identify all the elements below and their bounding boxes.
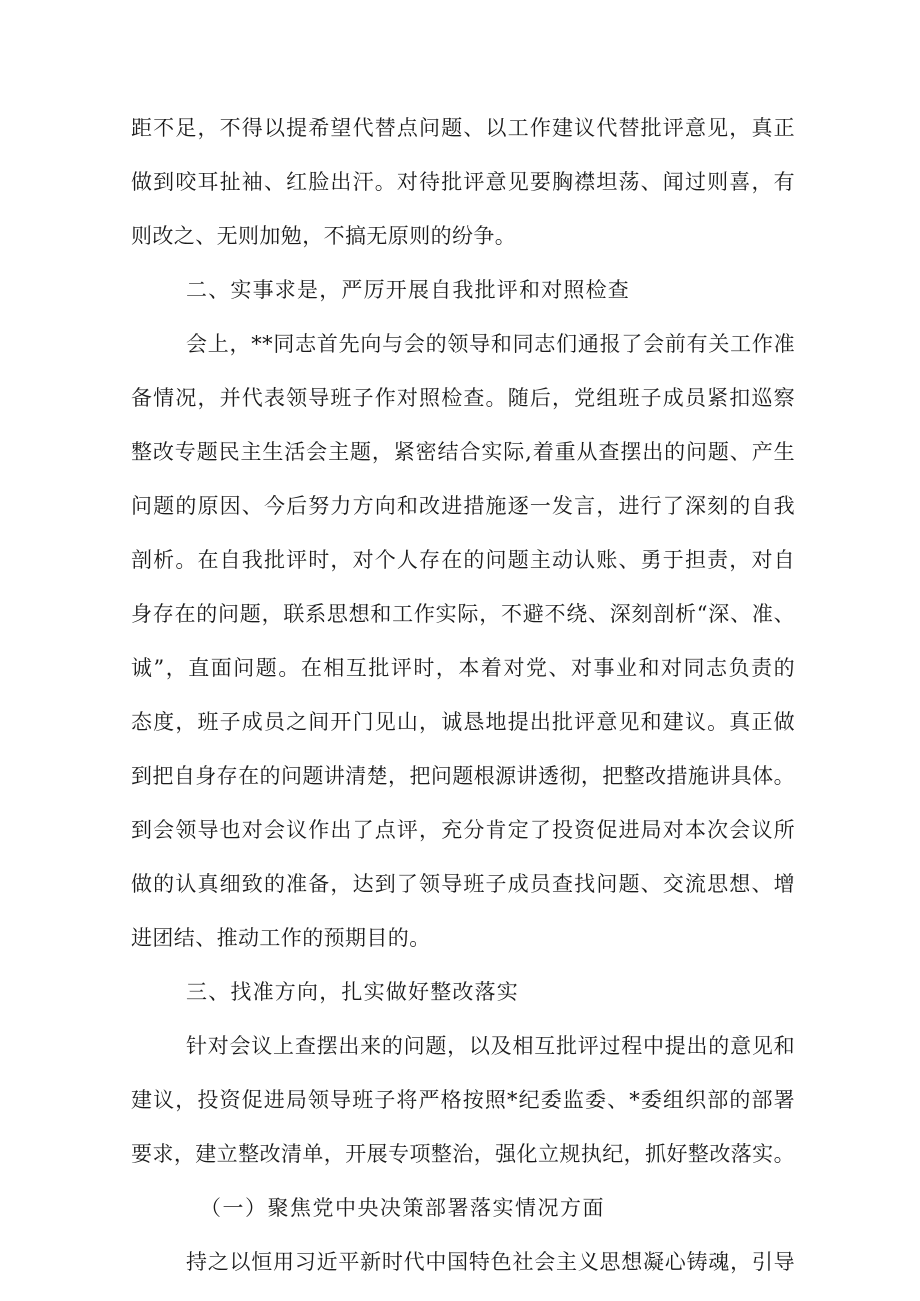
paragraph-3-line-1: 针对会议上查摆出来的问题，以及相互批评过程中提出的意见和: [186, 1034, 795, 1058]
paragraph-1-line-3: 则改之、无则加勉，不搞无原则的纷争。: [131, 224, 517, 248]
section-heading-2: 二、实事求是，严厉开展自我批评和对照检查: [186, 278, 630, 302]
paragraph-2-line-8: 态度，班子成员之间开门见山，诚恳地提出批评意见和建议。真正做: [131, 710, 795, 734]
paragraph-4-line-1: 持之以恒用习近平新时代中国特色社会主义思想凝心铸魂，引导: [186, 1250, 795, 1274]
paragraph-1-line-2: 做到咬耳扯袖、红脸出汗。对待批评意见要胸襟坦荡、闻过则喜，有: [131, 170, 795, 194]
paragraph-3-line-2: 建议，投资促进局领导班子将严格按照*纪委监委、*委组织部的部署: [131, 1088, 795, 1112]
paragraph-2-line-10: 到会领导也对会议作出了点评，充分肯定了投资促进局对本次会议所: [131, 818, 795, 842]
section-heading-3: 三、找准方向，扎实做好整改落实: [186, 980, 519, 1004]
paragraph-2-line-2: 备情况，并代表领导班子作对照检查。随后，党组班子成员紧扣巡察: [131, 386, 795, 410]
paragraph-1-line-1: 距不足，不得以提希望代替点问题、以工作建议代替批评意见，真正: [131, 116, 795, 140]
paragraph-3-line-3: 要求，建立整改清单，开展专项整治，强化立规执纪，抓好整改落实。: [131, 1142, 795, 1166]
paragraph-2-line-7: 诚”，直面问题。在相互批评时，本着对党、对事业和对同志负责的: [131, 656, 795, 680]
paragraph-2-line-12: 进团结、推动工作的预期目的。: [131, 926, 431, 950]
paragraph-2-line-4: 问题的原因、今后努力方向和改进措施逐一发言，进行了深刻的自我: [131, 494, 795, 518]
paragraph-2-line-9: 到把自身存在的问题讲清楚，把问题根源讲透彻，把整改措施讲具体。: [131, 764, 795, 788]
subsection-heading-1: （一）聚焦党中央决策部署落实情况方面: [200, 1196, 605, 1220]
paragraph-2-line-5: 剖析。在自我批评时，对个人存在的问题主动认账、勇于担责，对自: [131, 548, 795, 572]
paragraph-2-line-6: 身存在的问题，联系思想和工作实际，不避不绕、深刻剖析“深、准、: [131, 602, 795, 626]
paragraph-2-line-11: 做的认真细致的准备，达到了领导班子成员查找问题、交流思想、增: [131, 872, 795, 896]
paragraph-2-line-3: 整改专题民主生活会主题，紧密结合实际,着重从查摆出的问题、产生: [131, 440, 795, 464]
paragraph-2-line-1: 会上，**同志首先向与会的领导和同志们通报了会前有关工作准: [186, 332, 795, 356]
